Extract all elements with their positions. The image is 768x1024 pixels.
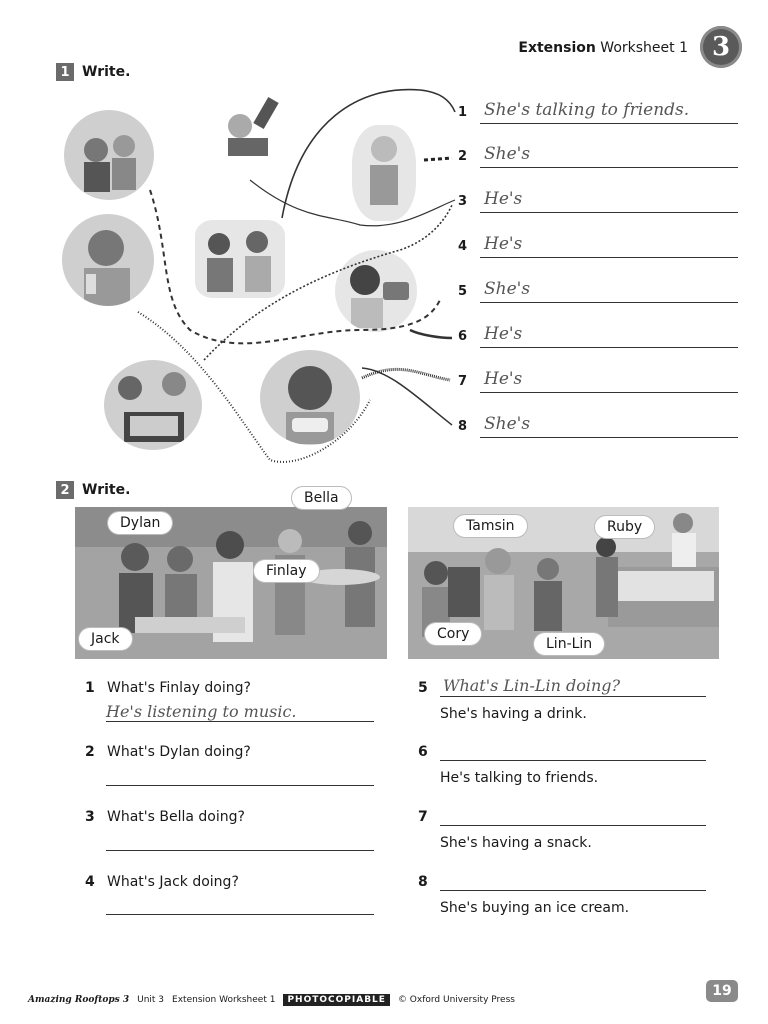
label-bella: Bella [292,487,351,509]
item-number: 5 [418,680,428,696]
question-text: What's Finlay doing? [107,680,251,696]
line-number: 6 [458,329,468,344]
question-7-line[interactable] [440,825,706,826]
question-text: What's Jack doing? [107,874,239,890]
photocopiable-badge: PHOTOCOPIABLE [283,994,389,1006]
title-bold: Extension [518,40,596,56]
item-number: 7 [418,809,428,825]
footer [28,994,515,1006]
question-6-line[interactable] [440,760,706,761]
question-text: What's Bella doing? [107,809,245,825]
label-linlin: Lin-Lin [534,633,604,655]
answer-2-line[interactable] [106,785,374,786]
underline [480,302,738,303]
answer-3-line[interactable] [106,850,374,851]
underline [480,392,738,393]
line-number: 2 [458,149,468,164]
question-number: 1 [85,680,95,696]
answer-4-line[interactable] [106,914,374,915]
label-cory: Cory [425,623,481,645]
question-text: What's Dylan doing? [107,744,251,760]
underline [480,437,738,438]
label-ruby: Ruby [595,516,654,538]
question-8-line[interactable] [440,890,706,891]
answer-8-text: She's buying an ice cream. [440,900,630,916]
exercise2-label [56,481,130,499]
footer-brand: Amazing Rooftops 3 [28,995,130,1005]
ex1-line-1[interactable] [458,100,738,124]
exercise2-number: 2 [56,481,74,499]
question-number: 2 [85,744,95,760]
footer-unit: Unit 3 [137,995,165,1005]
line-answer: He's [484,324,523,344]
answer-1-handwritten: He's listening to music. [106,702,297,721]
line-number: 4 [458,239,468,254]
underline [480,212,738,213]
exercise1-instruction: Write. [82,64,131,80]
line-answer: He's [484,369,523,389]
line-answer: He's [484,189,523,209]
unit-number: 3 [711,32,731,62]
line-number: 1 [458,105,468,120]
line-number: 7 [458,374,468,389]
line-number: 8 [458,419,468,434]
footer-copyright: © Oxford University Press [397,995,515,1005]
question-5-handwritten: What's Lin-Lin doing? [443,676,621,695]
ex1-line-3[interactable] [458,189,738,213]
exercise2-instruction: Write. [82,482,131,498]
ex1-line-6[interactable] [458,324,738,348]
line-number: 3 [458,194,468,209]
answer-1-line[interactable] [106,721,374,722]
line-answer: She's [484,144,531,164]
underline [480,123,738,124]
answer-5-text: She's having a drink. [440,706,587,722]
label-tamsin: Tamsin [454,515,527,537]
ex1-line-4[interactable] [458,234,738,258]
line-number: 5 [458,284,468,299]
underline [480,347,738,348]
underline [480,257,738,258]
ex1-line-2[interactable] [458,144,738,168]
ex1-line-7[interactable] [458,369,738,393]
line-answer: She's talking to friends. [484,100,690,120]
ex1-line-8[interactable] [458,414,738,438]
exercise1-number: 1 [56,63,74,81]
label-finlay: Finlay [254,560,319,582]
line-answer: She's [484,279,531,299]
question-number: 3 [85,809,95,825]
title-rest: Worksheet 1 [600,40,688,56]
item-number: 6 [418,744,428,760]
ex1-line-5[interactable] [458,279,738,303]
answer-7-text: She's having a snack. [440,835,592,851]
item-number: 8 [418,874,428,890]
answer-6-text: He's talking to friends. [440,770,599,786]
label-jack: Jack [79,628,132,650]
question-number: 4 [85,874,95,890]
underline [480,167,738,168]
line-answer: She's [484,414,531,434]
label-dylan: Dylan [108,512,172,534]
footer-sheet: Extension Worksheet 1 [172,995,276,1005]
page-number: 19 [706,980,738,1002]
question-5-line[interactable] [440,696,706,697]
line-answer: He's [484,234,523,254]
